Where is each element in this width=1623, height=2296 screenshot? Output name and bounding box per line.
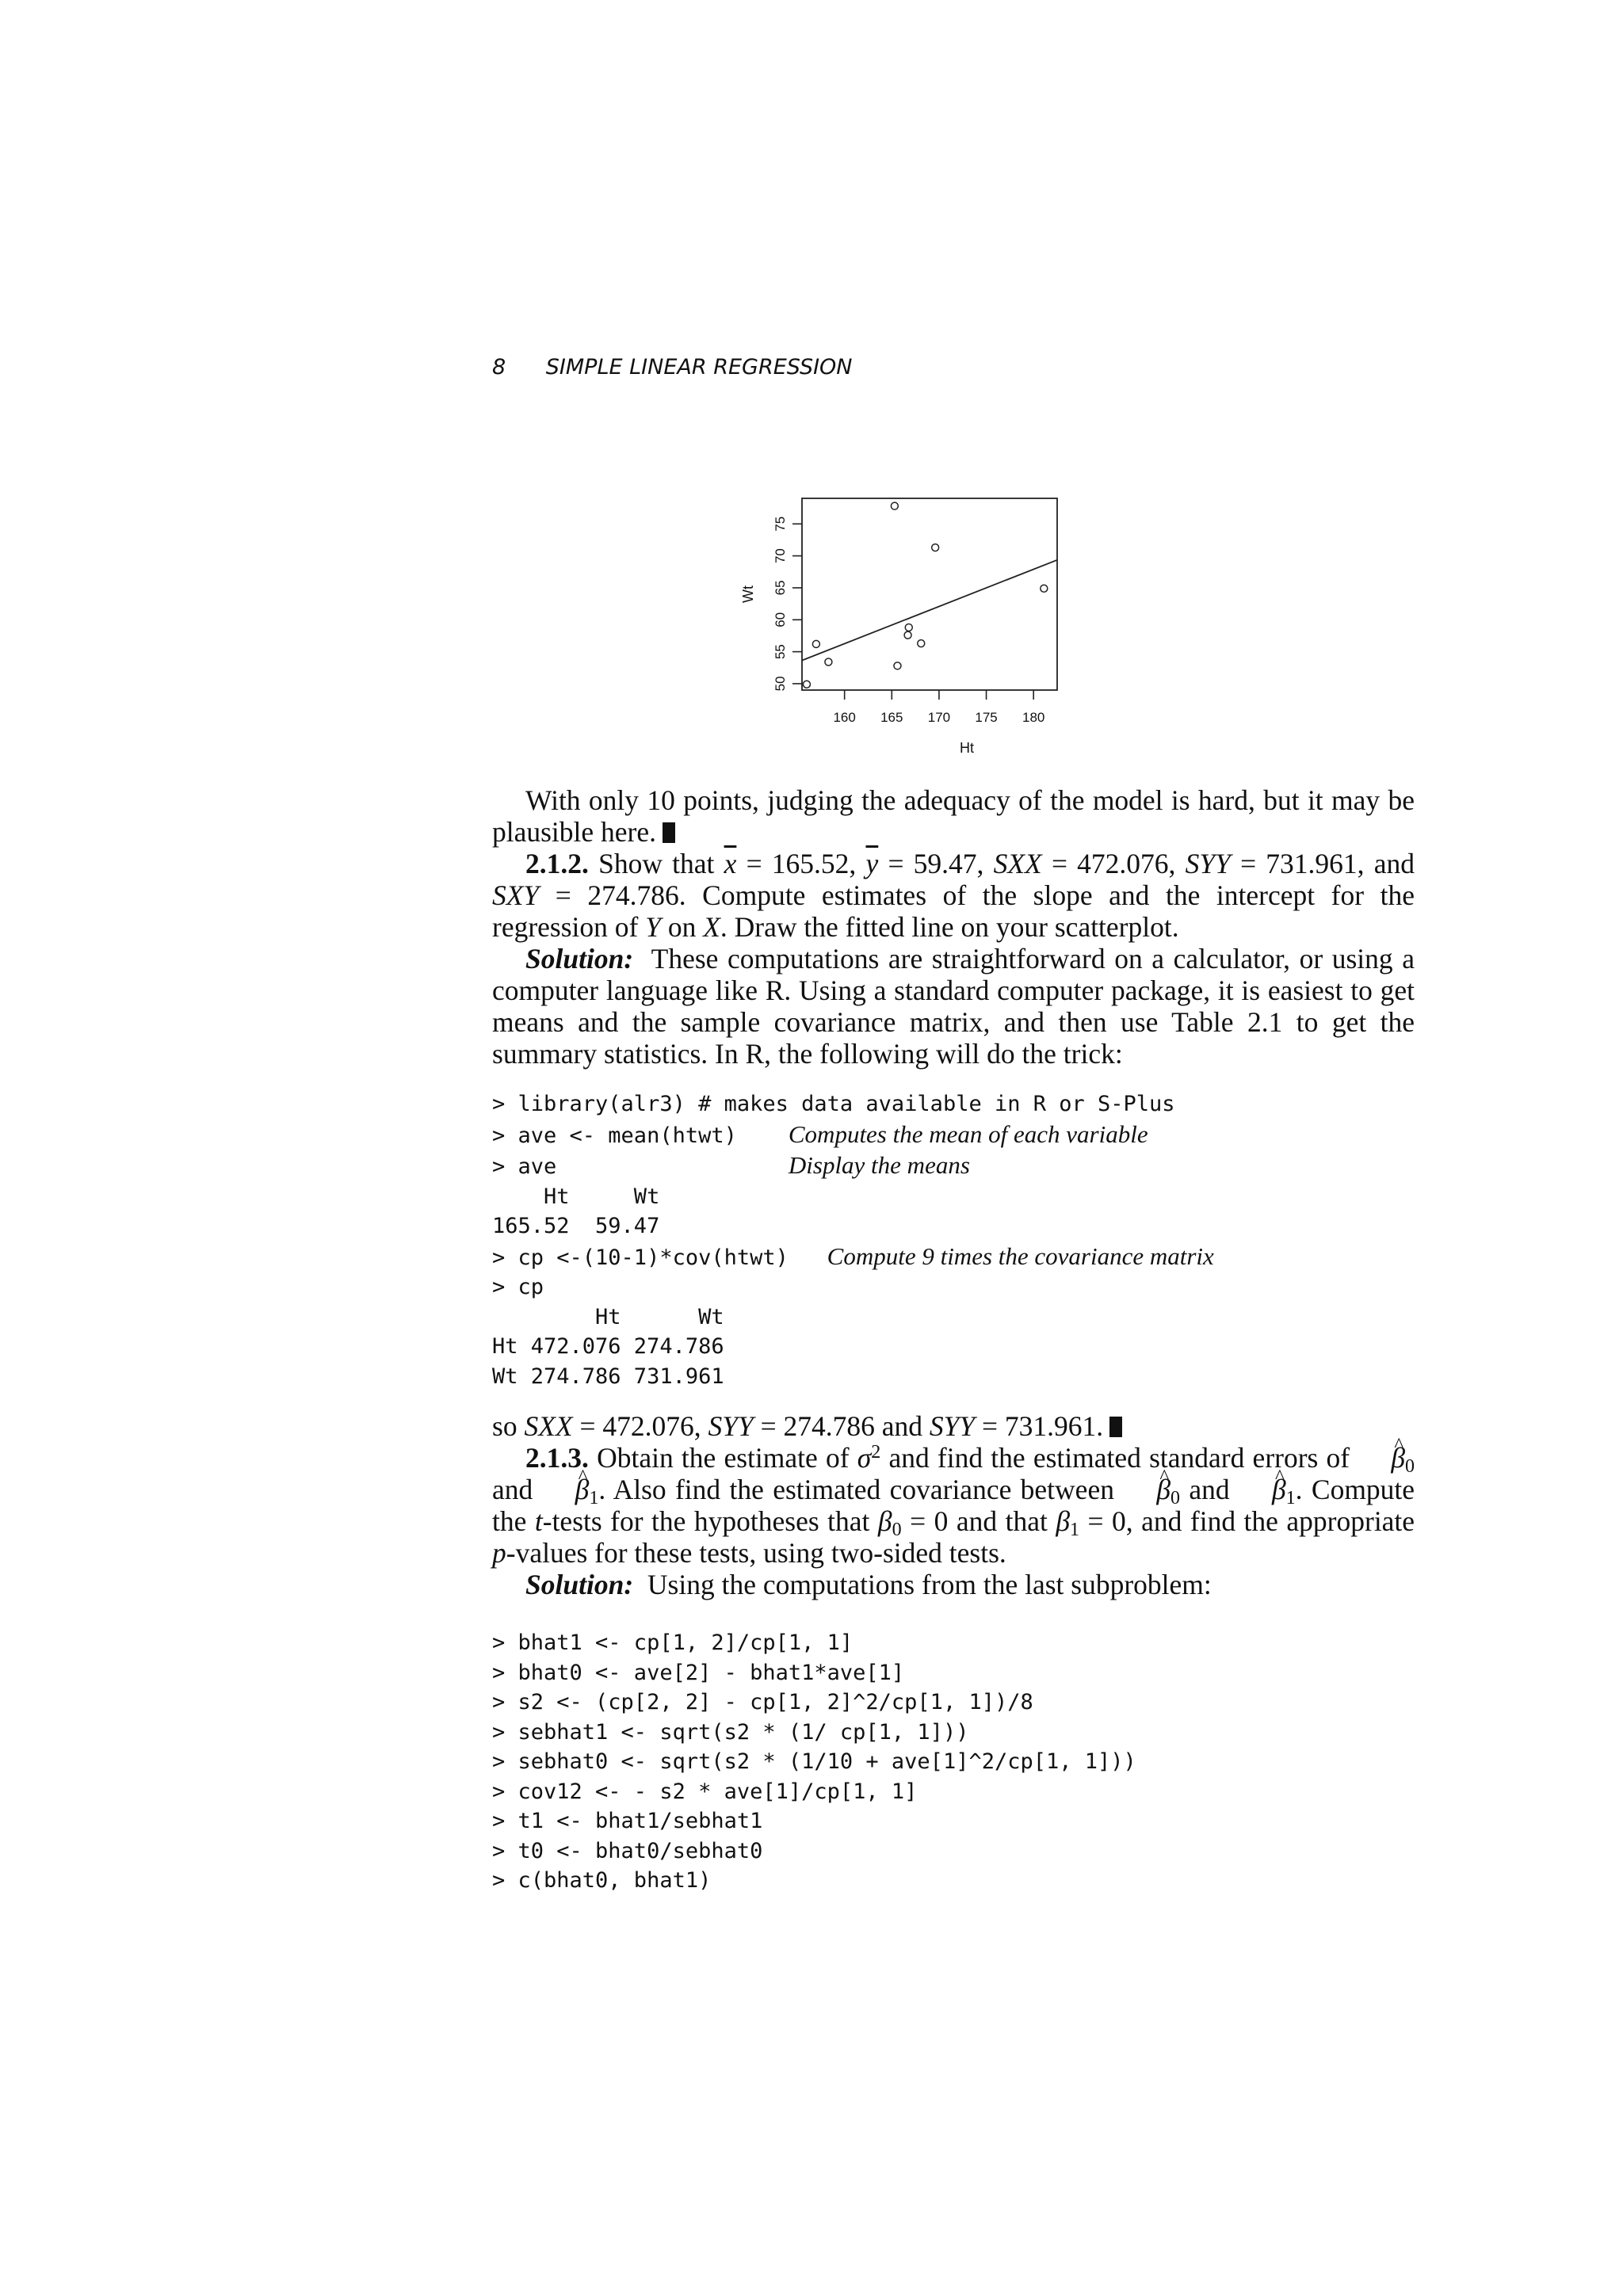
and-word: and: [1373, 848, 1415, 879]
code-line: > library(alr3) # makes data available in R or S-Plus: [492, 1092, 1175, 1116]
beta-symbol: β: [1056, 1505, 1071, 1537]
problem-tail: . Draw the fitted line on your scatterplot.: [720, 911, 1179, 943]
ybar-symbol: $\overline{y}$: [865, 848, 879, 879]
beta-symbol: β: [877, 1505, 892, 1537]
subscript: 0: [1170, 1488, 1180, 1508]
qed-mark: [1109, 1417, 1122, 1437]
syy-symbol: SYY: [929, 1410, 976, 1442]
t-symbol: t: [534, 1505, 543, 1537]
data-point: [932, 544, 939, 551]
code-block-means: [492, 1089, 1214, 1391]
x-tick-label: 180: [1022, 710, 1045, 725]
problem-2-1-2: [492, 848, 1415, 1070]
problem-text: . Compute the: [492, 1474, 1415, 1537]
y-tick-label: 50: [773, 676, 788, 692]
solution-label: Solution:: [525, 943, 634, 974]
paragraph-text: With only 10 points, judging the adequacy of the model is hard, but it may be plausible here.: [492, 784, 1415, 848]
syy-value: = 731.961,: [1240, 848, 1365, 879]
sxx-symbol: SXX: [993, 848, 1042, 879]
p-symbol: p: [492, 1537, 506, 1569]
code-output: Ht Wt: [492, 1304, 724, 1329]
ybar-value: = 59.47,: [888, 848, 984, 879]
y-tick-label: 65: [773, 580, 788, 596]
y-tick-label: 75: [773, 516, 788, 532]
problem-text: = 0 and that: [910, 1505, 1048, 1537]
code-output: 165.52 59.47: [492, 1214, 660, 1238]
y-axis-label: Wt: [740, 585, 756, 603]
xbar-symbol: $\overline{x}$: [724, 848, 737, 879]
code-annotation: Display the means: [788, 1151, 970, 1179]
code-annotation: Computes the mean of each variable: [788, 1119, 1148, 1148]
problem-lead: Show that: [598, 848, 715, 879]
code-block-estimates: [492, 1628, 1136, 1896]
problem-lead: Obtain the estimate of: [597, 1442, 850, 1474]
x-tick-label: 175: [975, 710, 998, 725]
data-point: [1041, 585, 1048, 592]
code-line: > ave <- mean(htwt): [492, 1123, 789, 1148]
problem-tail: -values for these tests, using two-sided tests.: [506, 1537, 1006, 1569]
so-word: so: [492, 1410, 517, 1442]
on-word: on: [667, 911, 697, 943]
sigma-symbol: σ: [857, 1442, 872, 1474]
fitted-line: [802, 560, 1057, 661]
beta-hat-symbol: ^ β: [542, 1474, 590, 1505]
running-head: [492, 355, 853, 379]
code-line: > c(bhat0, bhat1): [492, 1868, 712, 1893]
data-point: [905, 624, 912, 631]
plot-box: [802, 498, 1057, 690]
code-line: > cov12 <- - s2 * ave[1]/cp[1, 1]: [492, 1779, 918, 1804]
data-point: [894, 662, 901, 669]
subscript: 1: [1285, 1488, 1296, 1508]
data-point: [812, 640, 819, 647]
syy-symbol: SYY: [708, 1410, 754, 1442]
scatterplot: [713, 475, 1157, 769]
problem-2-1-3: [492, 1410, 1415, 1600]
y-tick-label: 70: [773, 548, 788, 564]
code-line: > cp <-(10-1)*cov(htwt): [492, 1245, 827, 1270]
beta-hat-symbol: ^ β: [1358, 1442, 1405, 1474]
y-tick-label: 55: [773, 644, 788, 660]
sxy-symbol: SXY: [492, 879, 540, 911]
subscript: 0: [892, 1520, 902, 1540]
solution-label: Solution:: [525, 1569, 634, 1600]
code-output: Wt 274.786 731.961: [492, 1363, 724, 1389]
subscript: 1: [589, 1488, 599, 1508]
subscript: 0: [1405, 1456, 1415, 1477]
code-line: > bhat0 <- ave[2] - bhat1*ave[1]: [492, 1660, 905, 1685]
qed-mark: [663, 822, 675, 843]
and-word: and: [1189, 1474, 1230, 1505]
code-annotation: Compute 9 times the covariance matrix: [827, 1241, 1214, 1270]
problem-text: = 0, and find the appropriate: [1087, 1505, 1415, 1537]
sxx-symbol: SXX: [524, 1410, 573, 1442]
problem-text: and find the estimated standard errors of: [888, 1442, 1350, 1474]
paragraph-adequacy: [492, 784, 1415, 848]
x-axis-label: Ht: [960, 740, 974, 756]
page-number: 8: [492, 355, 506, 379]
x-tick-label: 160: [833, 710, 856, 725]
code-line: > bhat1 <- cp[1, 2]/cp[1, 1]: [492, 1630, 854, 1655]
code-line: > s2 <- (cp[2, 2] - cp[1, 2]^2/cp[1, 1])/8: [492, 1690, 1033, 1714]
data-point: [803, 681, 810, 688]
beta-hat-symbol: ^ β: [1239, 1474, 1286, 1505]
x-tick-label: 165: [880, 710, 903, 725]
code-output: Ht 472.076 274.786: [492, 1334, 724, 1359]
solution-text: Using the computations from the last subproblem:: [647, 1569, 1212, 1600]
problem-text: -tests for the hypotheses that: [542, 1505, 870, 1537]
superscript: 2: [871, 1442, 881, 1463]
and-word: and: [492, 1474, 533, 1505]
data-point: [904, 631, 911, 639]
syy-value: = 274.786 and: [760, 1410, 923, 1442]
section-title: SIMPLE LINEAR REGRESSION: [545, 355, 853, 379]
problem-number: 2.1.2.: [525, 848, 589, 879]
x-tick-label: 170: [927, 710, 951, 725]
sxx-value: = 472.076,: [1051, 848, 1176, 879]
beta-hat-symbol: ^ β: [1123, 1474, 1170, 1505]
sxx-value: = 472.076,: [579, 1410, 701, 1442]
solution-text: These computations are straightforward on a calculator, or using a computer language like R. Using a standard computer package, it is easiest to get means and the sample covariance matrix, and then use Table 2.1 to get the summary statistics. In R, the following will do the trick:: [492, 943, 1415, 1070]
syy-value: = 731.961.: [982, 1410, 1104, 1442]
data-point: [891, 502, 898, 509]
sxy-value: = 274.786. Compute estimates of the slope and the intercept for the regression of: [492, 879, 1415, 943]
problem-number: 2.1.3.: [525, 1442, 589, 1474]
code-line: > ave: [492, 1154, 789, 1179]
y-symbol: Y: [645, 911, 661, 943]
data-point: [918, 640, 925, 647]
code-line: > t1 <- bhat1/sebhat1: [492, 1809, 763, 1833]
xbar-value: = 165.52,: [746, 848, 857, 879]
subscript: 1: [1070, 1520, 1080, 1540]
code-line: > t0 <- bhat0/sebhat0: [492, 1838, 763, 1863]
syy-symbol: SYY: [1185, 848, 1231, 879]
x-symbol: X: [703, 911, 720, 943]
data-point: [825, 658, 832, 666]
problem-text: . Also find the estimated covariance between: [598, 1474, 1114, 1505]
y-tick-label: 60: [773, 612, 788, 627]
code-line: > sebhat1 <- sqrt(s2 * (1/ cp[1, 1])): [492, 1719, 969, 1745]
code-line: > cp: [492, 1275, 544, 1299]
code-line: > sebhat0 <- sqrt(s2 * (1/10 + ave[1]^2/cp[1, 1])): [492, 1749, 1136, 1774]
code-output: Ht Wt: [492, 1184, 660, 1209]
